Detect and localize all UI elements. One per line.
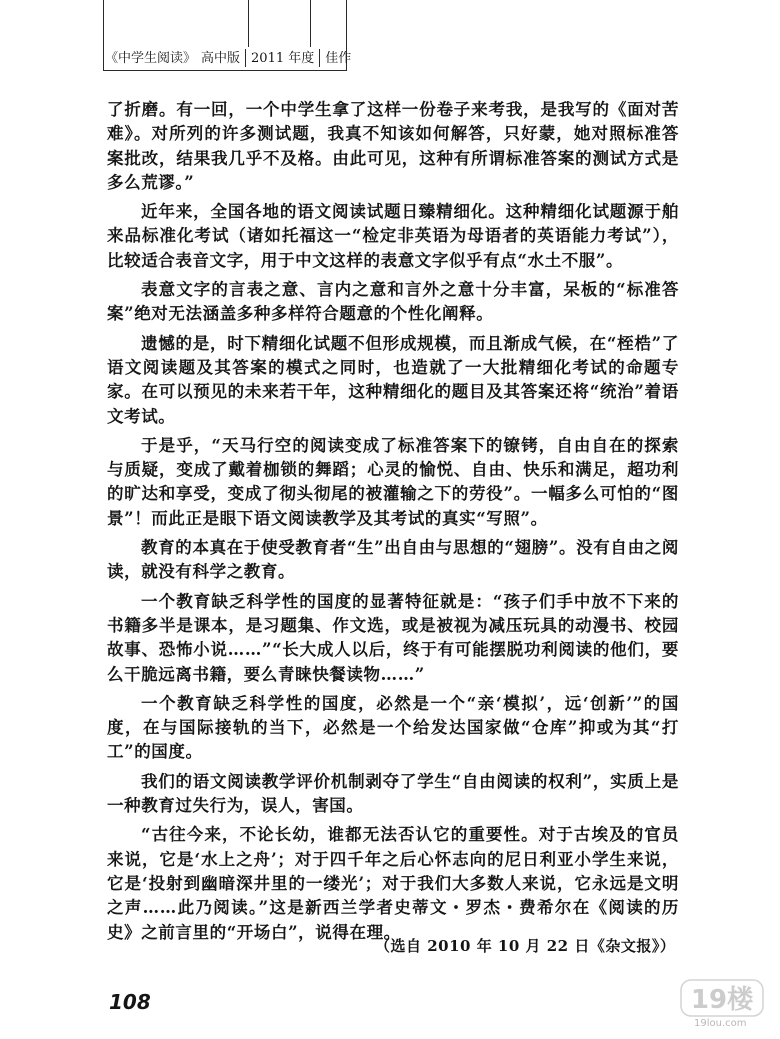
page-number: 108: [109, 990, 151, 1014]
running-header: [103, 45, 356, 67]
paragraph: 教育的本真在于使受教育者“生”出自由与思想的“翅膀”。没有自由之阅读，就没有科学之教育。: [107, 538, 679, 582]
source-citation: （选自 2010 年 10 月 22 日《杂文报》）: [375, 937, 676, 955]
paragraph: 于是乎，“天马行空的阅读变成了标准答案下的镣铐，自由自在的探索与质疑，变成了戴着枷锁的舞蹈；心灵的愉悦、自由、快乐和满足，超功利的旷达和享受，变成了彻头彻尾的被灌输之下的劳役”。一幅多么可怕的“图景”！而此正是眼下语文阅读教学及其考试的真实“写照”。: [107, 435, 679, 528]
paragraph: “古往今来，不论长幼，谁都无法否认它的重要性。对于古埃及的官员来说，它是‘水上之舟’；对于四千年之后心怀志向的尼日利亚小学生来说，它是‘投射到幽暗深井里的一缕光’；对于我们大多数人来说，它永远是文明之声……此乃阅读。”这是新西兰学者史蒂文・罗杰・费希尔在《阅读的历史》之前言里的“开场白”，说得在理。: [107, 825, 679, 942]
watermark: [680, 978, 764, 1034]
header-underline: [103, 70, 346, 71]
header-mid-rule: [248, 0, 249, 47]
paragraph: 遗憾的是，时下精细化试题不但形成规模，而且渐成气候，在“桎梏”了语文阅读题及其答案的模式之同时，也造就了一大批精细化考试的命题专家。在可以预见的未来若干年，这种精细化的题目及其答案还将“统治”着语文考试。: [107, 333, 679, 426]
paragraph: 一个教育缺乏科学性的国度，必然是一个“亲‘模拟’，远‘创新’”的国度，在与国际接轨的当下，必然是一个给发达国家做“仓库”抑或为其“打工”的国度。: [107, 693, 679, 762]
watermark-url: 19lou.com: [694, 1018, 747, 1029]
article-body: [107, 98, 679, 945]
header-section: 佳作: [325, 51, 352, 66]
paragraph: 表意文字的言表之意、言内之意和言外之意十分丰富，呆板的“标准答案”绝对无法涵盖多种多样符合题意的个性化阐释。: [107, 280, 679, 324]
header-edition: 高中版: [201, 51, 241, 66]
header-year: 2011 年度: [251, 51, 315, 66]
header-mid-rule-2: [310, 0, 311, 47]
header-book-title: 《中学生阅读》: [105, 51, 197, 66]
paragraph: 一个教育缺乏科学性的国度的显著特征就是：“孩子们手中放不下来的书籍多半是课本，是习题集、作文选，或是被视为减压玩具的动漫书、校园故事、恐怖小说……”“长大成人以后，终于有可能摆脱功利阅读的他们，要么干脆远离书籍，要么青睐快餐读物……”: [107, 591, 679, 684]
paragraph: 我们的语文阅读教学评价机制剥夺了学生“自由阅读的权利”，实质上是一种教育过失行为，误人，害国。: [107, 771, 679, 816]
watermark-logo-text: 19楼: [690, 985, 754, 1015]
watermark-logo-icon: [680, 978, 764, 1018]
paragraph: 近年来，全国各地的语文阅读试题日臻精细化。这种精细化试题源于舶来品标准化考试（诸如托福这一“检定非英语为母语者的英语能力考试”），比较适合表音文字，用于中文这样的表意文字似乎有点“水土不服”。: [107, 202, 679, 270]
paragraph: 了折磨。有一回，一个中学生拿了这样一份卷子来考我，是我写的《面对苦难》。对所列的许多测试题，我真不知该如何解答，只好蒙，她对照标准答案批改，结果我几乎不及格。由此可见，这种有所谓标准答案的测试方式是多么荒谬。”: [107, 100, 679, 192]
